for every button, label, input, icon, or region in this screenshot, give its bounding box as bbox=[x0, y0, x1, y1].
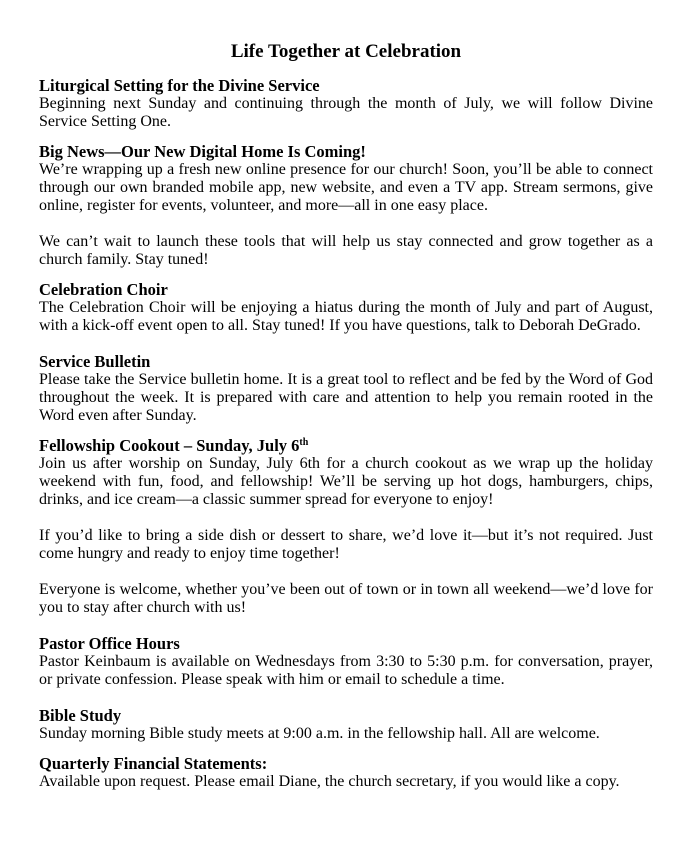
section-fellowship-cookout bbox=[39, 437, 653, 617]
section-digital-home bbox=[39, 143, 653, 269]
section-paragraph: We’re wrapping up a fresh new online presence for our church! Soon, you’ll be able to connect through our own branded mobile app, new website, and even a TV app. Stream sermons, give online, register for events, volunteer, and more—all in one easy place. bbox=[39, 161, 653, 214]
ordinal-suffix: th bbox=[299, 437, 309, 448]
section-service-bulletin bbox=[39, 353, 653, 425]
section-paragraph: Everyone is welcome, whether you’ve been out of town or in town all weekend—we’d love for you to stay after church with us! bbox=[39, 581, 653, 616]
cookout-heading-text: Fellowship Cookout – Sunday, July 6 bbox=[39, 436, 300, 455]
section-heading bbox=[39, 437, 653, 455]
page-title: Life Together at Celebration bbox=[230, 41, 462, 62]
section-pastor-office-hours bbox=[39, 635, 653, 689]
section-paragraph: Pastor Keinbaum is available on Wednesdays from 3:30 to 5:30 p.m. for conversation, prayer, or private confession. Please speak with him or email to schedule a time. bbox=[39, 653, 653, 688]
section-celebration-choir bbox=[39, 281, 653, 335]
section-paragraph: We can’t wait to launch these tools that will help us stay connected and grow together as a church family. Stay tuned! bbox=[39, 233, 653, 268]
section-bible-study bbox=[39, 707, 653, 743]
bulletin-page bbox=[39, 40, 653, 791]
section-financial-statements bbox=[39, 755, 653, 791]
section-heading: Service Bulletin bbox=[39, 352, 151, 371]
section-paragraph: The Celebration Choir will be enjoying a hiatus during the month of July and part of August, with a kick-off event open to all. Stay tuned! If you have questions, talk to Deborah DeGrado. bbox=[39, 299, 653, 334]
section-paragraph: If you’d like to bring a side dish or dessert to share, we’d love it—but it’s not required. Just come hungry and ready to enjoy time together! bbox=[39, 527, 653, 562]
section-heading: Celebration Choir bbox=[39, 280, 168, 299]
section-liturgical-setting bbox=[39, 77, 653, 131]
section-heading: Bible Study bbox=[39, 706, 122, 725]
section-paragraph: Join us after worship on Sunday, July 6th for a church cookout as we wrap up the holiday weekend with fun, food, and fellowship! We’ll be serving up hot dogs, hamburgers, chips, drinks, and ice cream—a classic summer spread for everyone to enjoy! bbox=[39, 455, 653, 508]
section-paragraph: Please take the Service bulletin home. It is a great tool to reflect and be fed by the Word of God throughout the week. It is prepared with care and attention to help you remain rooted in the Word even after Sunday. bbox=[39, 371, 653, 424]
section-heading: Pastor Office Hours bbox=[39, 634, 180, 653]
section-heading: Big News—Our New Digital Home Is Coming! bbox=[39, 142, 366, 161]
section-heading: Quarterly Financial Statements: bbox=[39, 754, 268, 773]
section-paragraph: Available upon request. Please email Diane, the church secretary, if you would like a copy. bbox=[39, 773, 620, 790]
section-paragraph: Beginning next Sunday and continuing through the month of July, we will follow Divine Service Setting One. bbox=[39, 95, 653, 130]
section-paragraph: Sunday morning Bible study meets at 9:00 a.m. in the fellowship hall. All are welcome. bbox=[39, 725, 600, 742]
section-heading: Liturgical Setting for the Divine Service bbox=[39, 76, 320, 95]
